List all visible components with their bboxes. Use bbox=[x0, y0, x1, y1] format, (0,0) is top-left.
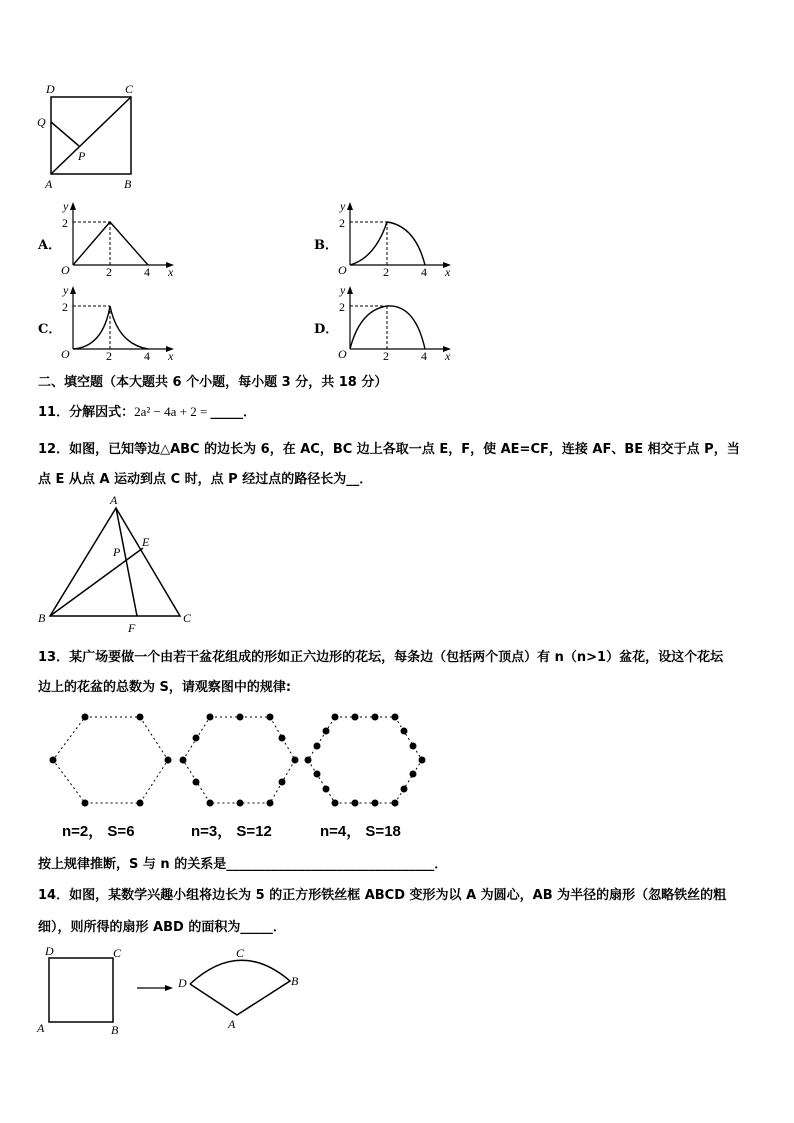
tri-label-b: B bbox=[38, 611, 46, 625]
option-b-letter: B． bbox=[314, 238, 338, 253]
svg-text:2: 2 bbox=[383, 265, 389, 279]
caption-n4: n=4， S=18 bbox=[320, 823, 401, 840]
sec-label-c: C bbox=[236, 946, 245, 960]
svg-text:O: O bbox=[338, 263, 347, 277]
svg-text:y: y bbox=[340, 199, 346, 213]
square-abcd-wire bbox=[49, 958, 113, 1022]
svg-text:4: 4 bbox=[421, 349, 427, 363]
caption-n3: n=3， S=12 bbox=[191, 823, 272, 840]
svg-text:4: 4 bbox=[144, 349, 150, 363]
tri-label-p: P bbox=[113, 545, 121, 559]
option-a-letter: A． bbox=[38, 238, 62, 253]
svg-text:2: 2 bbox=[106, 349, 112, 363]
q11-prefix: 11．分解因式： bbox=[38, 405, 135, 420]
svg-text:x: x bbox=[168, 265, 174, 279]
question-14-line2: 细），则所得的扇形 ABD 的面积为_____． bbox=[38, 920, 286, 935]
svg-text:2: 2 bbox=[339, 216, 345, 230]
option-c-letter: C． bbox=[38, 322, 62, 337]
svg-text:O: O bbox=[338, 347, 347, 361]
svg-text:4: 4 bbox=[144, 265, 150, 279]
question-12-line1: 12．如图，已知等边△ABC 的边长为 6，在 AC，BC 边上各取一点 E，F，使 AE=CF，连接 AF、BE 相交于点 P，当 bbox=[38, 442, 740, 457]
sq-label-d: D bbox=[45, 944, 54, 958]
svg-text:y: y bbox=[63, 283, 69, 297]
svg-text:2: 2 bbox=[383, 349, 389, 363]
svg-text:4: 4 bbox=[421, 265, 427, 279]
sq-label-c: C bbox=[113, 946, 122, 960]
svg-text:y: y bbox=[340, 283, 346, 297]
label-c: C bbox=[125, 82, 134, 96]
sector-abd bbox=[190, 960, 290, 1015]
sec-label-b: B bbox=[291, 974, 299, 988]
svg-text:2: 2 bbox=[62, 216, 68, 230]
svg-text:O: O bbox=[61, 263, 70, 277]
svg-text:O: O bbox=[61, 347, 70, 361]
label-a: A bbox=[45, 177, 53, 191]
label-d: D bbox=[46, 82, 55, 96]
svg-text:y: y bbox=[63, 199, 69, 213]
tri-label-f: F bbox=[128, 621, 136, 635]
label-p: P bbox=[78, 149, 86, 163]
section-title: 二、填空题（本大题共 6 个小题，每小题 3 分，共 18 分） bbox=[38, 375, 388, 390]
caption-n2: n=2， S=6 bbox=[62, 823, 135, 840]
q11-expression: 2a² − 4a + 2 = bbox=[134, 404, 211, 419]
question-13-line2: 边上的花盆的总数为 S，请观察图中的规律: bbox=[38, 680, 292, 695]
svg-text:x: x bbox=[445, 265, 451, 279]
svg-text:2: 2 bbox=[339, 300, 345, 314]
svg-text:x: x bbox=[168, 349, 174, 363]
question-13-line3: 按上规律推断，S 与 n 的关系是________________________________． bbox=[38, 857, 448, 872]
tri-label-c: C bbox=[183, 611, 192, 625]
sec-label-d: D bbox=[178, 976, 187, 990]
option-d-letter: D． bbox=[314, 322, 339, 337]
label-b: B bbox=[124, 177, 132, 191]
svg-text:2: 2 bbox=[62, 300, 68, 314]
q11-blank: _____ bbox=[210, 405, 244, 420]
svg-text:x: x bbox=[445, 349, 451, 363]
label-q: Q bbox=[37, 115, 46, 129]
question-13-line1: 13．某广场要做一个由若干盆花组成的形如正六边形的花坛，每条边（包括两个顶点）有 n（n>1）盆花，设这个花坛 bbox=[38, 650, 724, 665]
tri-label-a: A bbox=[110, 493, 118, 507]
sec-label-a: A bbox=[228, 1017, 236, 1031]
tri-label-e: E bbox=[142, 535, 150, 549]
sq-label-b: B bbox=[111, 1023, 119, 1037]
svg-text:2: 2 bbox=[106, 265, 112, 279]
sq-label-a: A bbox=[37, 1021, 45, 1035]
question-12-line2: 点 E 从点 A 运动到点 C 时，点 P 经过点的路径长为__． bbox=[38, 472, 373, 487]
question-14-line1: 14．如图，某数学兴趣小组将边长为 5 的正方形铁丝框 ABCD 变形为以 A 为圆心，AB 为半径的扇形（忽略铁丝的粗 bbox=[38, 888, 727, 903]
q11-end: ． bbox=[243, 405, 257, 420]
